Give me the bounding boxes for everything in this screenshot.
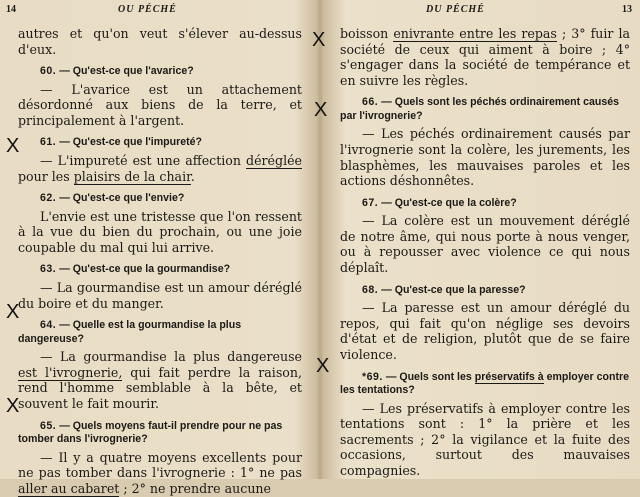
question-number: 68. [362,283,379,296]
handwritten-x-mark: X [312,29,326,51]
question-number: 61. [40,136,57,149]
question-text: — Qu'est-ce que l'avarice? [59,65,194,78]
question-number: 63. [40,263,57,276]
question-63 [18,263,302,277]
answer-text: qui fait perdre la raison, rend l'homme semblable à la bête, et souvent le fait mourir. [18,364,302,411]
question-text: — Qu'est-ce que l'impureté? [59,136,202,149]
handwritten-x-mark: X [6,395,20,417]
intro-text: ; 3° fuir la société de ceux qui aiment à boire ; 4° s'engager dans la société de tempérance et en suivre les règles. [340,26,631,88]
question-61 [18,136,302,150]
answer-text: ; 2° ne prendre aucune [119,480,271,496]
underlined-text: est l'ivrognerie, [18,364,123,380]
right-column [340,26,630,478]
question-text: — Quelle est la gourmandise la plus dangereuse? [18,319,242,345]
answer-67: — La colère est un mouvement déréglé de notre âme, qui nous porte à nous venger, ou à repousser avec violence ce qui nous déplaît. [340,213,630,276]
question-60 [18,65,302,79]
question-text: — Qu'est-ce que la gourmandise? [59,263,231,276]
question-number: 64. [40,319,57,332]
question-64 [18,319,302,346]
question-number: 65. [40,419,57,432]
question-number: 62. [40,192,57,205]
question-68 [340,284,630,298]
answer-68: — La paresse est un amour déréglé du repos, qui fait qu'on néglige ses devoirs d'état et de religion, plutôt que de se faire violence. [340,300,630,362]
question-text: — Qu'est-ce que l'envie? [59,192,185,205]
handwritten-x-mark: X [314,99,328,121]
left-running-head: OU PÉCHÉ [118,4,177,15]
question-number: 66. [362,96,379,109]
answer-text: — Il y a quatre moyens excellents pour ne pas tomber dans l'ivrognerie : 1° ne pas [18,449,302,481]
answer-text: — La gourmandise la plus dangereuse [40,349,302,365]
right-intro-text [340,26,630,88]
left-page-number: 14 [6,4,16,15]
question-text: — Quels sont les péchés ordinairement causés par l'ivrognerie? [340,96,620,122]
underlined-text: enivrante entre les repas [393,26,557,41]
right-running-head: DU PÉCHÉ [426,4,485,15]
question-62 [18,192,302,206]
handwritten-x-mark: X [316,355,330,377]
answer-text: pour les [18,168,74,184]
question-text: — Quels sont les [385,370,475,383]
left-intro-text: autres et qu'on veut s'élever au-dessus d'eux. [18,26,302,57]
question-67 [340,197,630,211]
underlined-text: aller au cabaret [18,480,120,496]
right-page-number: 13 [622,4,632,15]
underlined-text: déréglée [246,152,302,168]
right-page [312,0,640,479]
question-text: employer contre les tentations? [340,370,629,396]
answer-60: — L'avarice est un attachement désordonné aux biens de la terre, et principalement à l'argent. [18,81,302,128]
question-number: 67. [362,196,379,209]
answer-text: . [190,168,195,184]
underlined-text: plaisirs de la chair [73,168,191,184]
answer-61 [18,153,302,184]
answer-66: — Les péchés ordinairement causés par l'ivrognerie sont la colère, les jurements, les blasphèmes, les mauvaises paroles et les actions déshonnêtes. [340,126,630,189]
answer-text: — L'impureté est une affection [40,152,247,168]
underlined-text: préservatifs à [474,370,544,383]
answer-64 [18,349,302,411]
answer-62: L'envie est une tristesse que l'on ressent à la vue du bien du prochain, ou une joie coupable du mal qui lui arrive. [18,208,302,255]
intro-text: boisson [340,26,394,41]
question-66 [340,96,630,123]
question-text: — Quels moyens faut-il prendre pour ne pas tomber dans l'ivrognerie? [18,419,283,445]
question-65 [18,420,302,447]
answer-65 [18,450,302,497]
left-page [0,0,312,496]
question-number: *69. [362,370,383,383]
handwritten-x-mark: X [6,135,20,157]
question-text: — Qu'est-ce que la colère? [381,196,517,209]
answer-63: — La gourmandise est un amour déréglé du boire et du manger. [18,279,302,311]
question-text: — Qu'est-ce que la paresse? [381,283,526,296]
answer-69: — Les préservatifs à employer contre les tentations sont : 1° la prière et les sacrements ; 2° la vigilance et la fuite des occasions, surtout des mauvaises compagnies. [340,400,630,478]
handwritten-x-mark: X [6,301,20,323]
question-69 [340,371,630,398]
question-number: 60. [40,65,57,78]
left-column [18,26,302,496]
